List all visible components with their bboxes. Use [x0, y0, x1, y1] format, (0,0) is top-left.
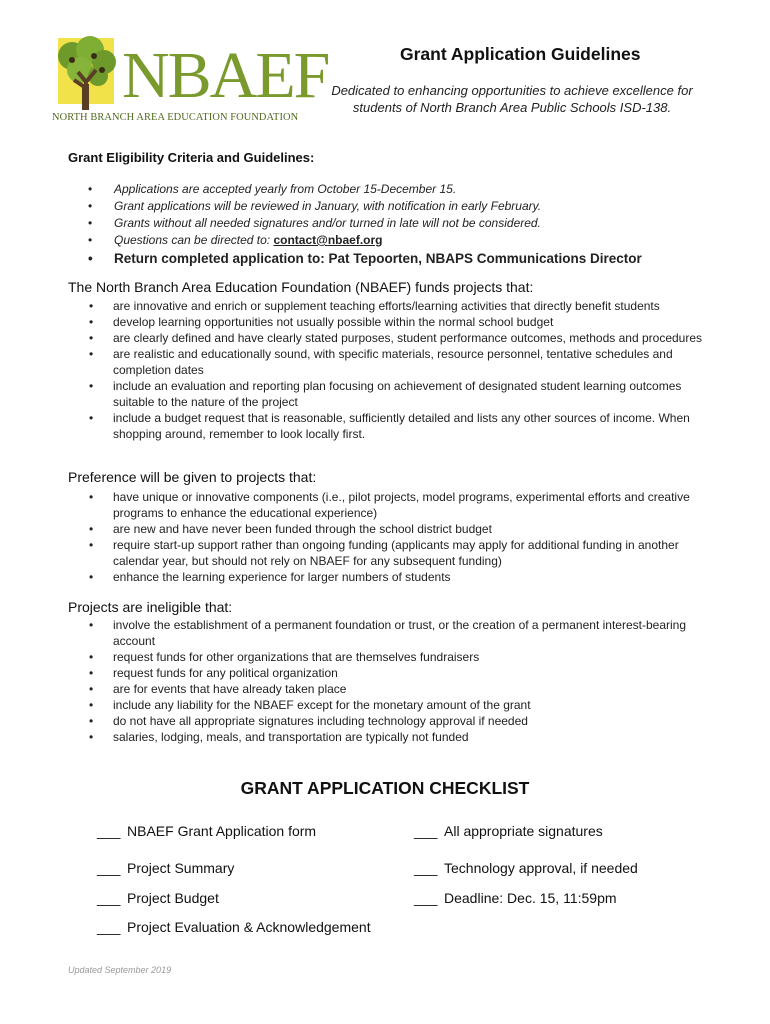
list-item: • are for events that have already taken place [89, 682, 347, 696]
list-item-text: Grant applications will be reviewed in January, with notification in early February. [114, 199, 542, 213]
list-item: • are realistic and educationally sound, with specific materials, resource personnel, tentative schedules and completion dates [89, 347, 673, 377]
list-item-text: request funds for other organizations that are themselves fundraisers [113, 650, 480, 664]
questions-prefix: Questions can be directed to: [114, 233, 274, 247]
tagline [312, 82, 712, 116]
list-item: • Return completed application to: Pat Tepoorten, NBAPS Communications Director [88, 251, 642, 266]
list-item: • Applications are accepted yearly from October 15-December 15. [88, 182, 457, 196]
list-item-text: require start-up support rather than ongoing funding (applicants may apply for additional funding in another calendar year, but should not rely on NBAEF for any subsequent funding) [113, 538, 679, 568]
ineligible-heading: Projects are ineligible that: [68, 599, 233, 615]
email-link[interactable]: contact@nbaef.org [273, 233, 383, 247]
list-item: • request funds for any political organization [89, 666, 338, 680]
list-item: • include any liability for the NBAEF except for the monetary amount of the grant [89, 698, 531, 712]
list-item-text: enhance the learning experience for larger numbers of students [113, 570, 451, 584]
list-item: • salaries, lodging, meals, and transportation are typically not funded [89, 730, 469, 744]
logo-subtitle: NORTH BRANCH AREA EDUCATION FOUNDATION [52, 112, 299, 123]
funds-list [68, 298, 718, 442]
list-item: • require start-up support rather than ongoing funding (applicants may apply for additional funding in another calendar year, but should not rely on NBAEF for any subsequent funding) [89, 538, 679, 568]
list-item-text: are new and have never been funded through the school district budget [113, 522, 492, 536]
checkbox-blank[interactable]: ___ [97, 919, 121, 935]
footer-updated: Updated September 2019 [68, 965, 172, 975]
list-item: • are clearly defined and have clearly stated purposes, student performance outcomes, methods and procedures [89, 331, 703, 345]
list-item: • have unique or innovative components (i.e., pilot projects, model programs, experimental efforts and creative programs to enhance the educational experience) [89, 490, 690, 520]
checklist-item[interactable] [97, 890, 219, 906]
list-item-text: involve the establishment of a permanent foundation or trust, or the creation of a permanent interest-bearing account [113, 618, 686, 648]
checklist-item[interactable] [414, 890, 617, 906]
checklist-item-label: Technology approval, if needed [444, 860, 638, 876]
checkbox-blank[interactable]: ___ [97, 860, 121, 876]
list-item: • involve the establishment of a permanent foundation or trust, or the creation of a permanent interest-bearing account [89, 618, 686, 648]
list-item-text: request funds for any political organization [113, 666, 338, 680]
list-item-text: salaries, lodging, meals, and transportation are typically not funded [113, 730, 469, 744]
list-item-text: do not have all appropriate signatures including technology approval if needed [113, 714, 528, 728]
list-item: • are new and have never been funded through the school district budget [89, 522, 492, 536]
preference-heading: Preference will be given to projects that: [68, 469, 317, 485]
list-item-text: are realistic and educationally sound, with specific materials, resource personnel, tentative schedules and completion dates [113, 347, 673, 377]
checkbox-blank[interactable]: ___ [97, 890, 121, 906]
list-item-text: Grants without all needed signatures and/or turned in late will not be considered. [114, 216, 541, 230]
list-item-text: have unique or innovative components (i.e., pilot projects, model programs, experimental efforts and creative programs to enhance the educational experience) [113, 490, 690, 520]
checklist-item-label: Project Budget [127, 890, 219, 906]
checklist-item-label: NBAEF Grant Application form [127, 823, 317, 839]
list-item: • Grant applications will be reviewed in January, with notification in early February. [88, 199, 542, 213]
list-item-text: include any liability for the NBAEF except for the monetary amount of the grant [113, 698, 531, 712]
page-title: Grant Application Guidelines [400, 44, 641, 64]
checklist-item[interactable] [97, 919, 371, 935]
return-line: Return completed application to: Pat Tepoorten, NBAPS Communications Director [114, 251, 642, 266]
list-item: • do not have all appropriate signatures including technology approval if needed [89, 714, 528, 728]
list-item-text: include a budget request that is reasonable, sufficiently detailed and lists any other sources of income. When shopping around, remember to look locally first. [113, 411, 690, 441]
tagline-line: students of North Branch Area Public Schools ISD-138. [352, 100, 672, 115]
list-item: • Grants without all needed signatures and/or turned in late will not be considered. [88, 216, 541, 230]
checklist-title: GRANT APPLICATION CHECKLIST [240, 778, 530, 798]
list-item-text: are clearly defined and have clearly stated purposes, student performance outcomes, methods and procedures [113, 331, 703, 345]
list-item: • include an evaluation and reporting plan focusing on achievement of designated student learning outcomes suitable to the nature of the project [89, 379, 682, 409]
list-item-text: include an evaluation and reporting plan focusing on achievement of designated student learning outcomes suitable to the nature of the project [113, 379, 682, 409]
list-item: • include a budget request that is reasonable, sufficiently detailed and lists any other sources of income. When shopping around, remember to look locally first. [89, 411, 690, 441]
checkbox-blank[interactable]: ___ [414, 823, 438, 839]
checklist-item[interactable] [97, 823, 316, 839]
list-item-text: are innovative and enrich or supplement teaching efforts/learning activities that directly benefit students [113, 299, 660, 313]
nbaef-logo [50, 36, 329, 126]
tagline-line: Dedicated to enhancing opportunities to achieve excellence for [331, 83, 693, 98]
list-item: • are innovative and enrich or supplement teaching efforts/learning activities that directly benefit students [89, 299, 660, 313]
checkbox-blank[interactable]: ___ [414, 890, 438, 906]
preference-list [68, 489, 718, 585]
list-item-text: Applications are accepted yearly from October 15-December 15. [114, 182, 457, 196]
checkbox-blank[interactable]: ___ [414, 860, 438, 876]
list-item: • develop learning opportunities not usually possible within the normal school budget [89, 315, 554, 329]
list-item-text: are for events that have already taken place [113, 682, 347, 696]
checkbox-blank[interactable]: ___ [97, 823, 121, 839]
checklist-item-label: Deadline: Dec. 15, 11:59pm [444, 890, 617, 906]
eligibility-heading: Grant Eligibility Criteria and Guidelines: [68, 150, 315, 165]
checklist-item[interactable] [414, 860, 638, 876]
funds-heading: The North Branch Area Education Foundation (NBAEF) funds projects that: [68, 279, 534, 295]
list-item: • request funds for other organizations that are themselves fundraisers [89, 650, 480, 664]
checklist-item-label: All appropriate signatures [444, 823, 603, 839]
eligibility-list [68, 181, 642, 268]
list-item: • enhance the learning experience for larger numbers of students [89, 570, 451, 584]
ineligible-list [68, 617, 718, 745]
logo-wordmark: NBAEF [122, 39, 329, 112]
checklist-item-label: Project Summary [127, 860, 235, 876]
checklist-item[interactable] [414, 823, 603, 839]
list-item-text: develop learning opportunities not usually possible within the normal school budget [113, 315, 554, 329]
tree-icon [50, 36, 120, 111]
checklist-item-label: Project Evaluation & Acknowledgement [127, 919, 371, 935]
list-item: • Questions can be directed to: contact@nbaef.org [88, 233, 383, 247]
checklist-item[interactable] [97, 860, 234, 876]
